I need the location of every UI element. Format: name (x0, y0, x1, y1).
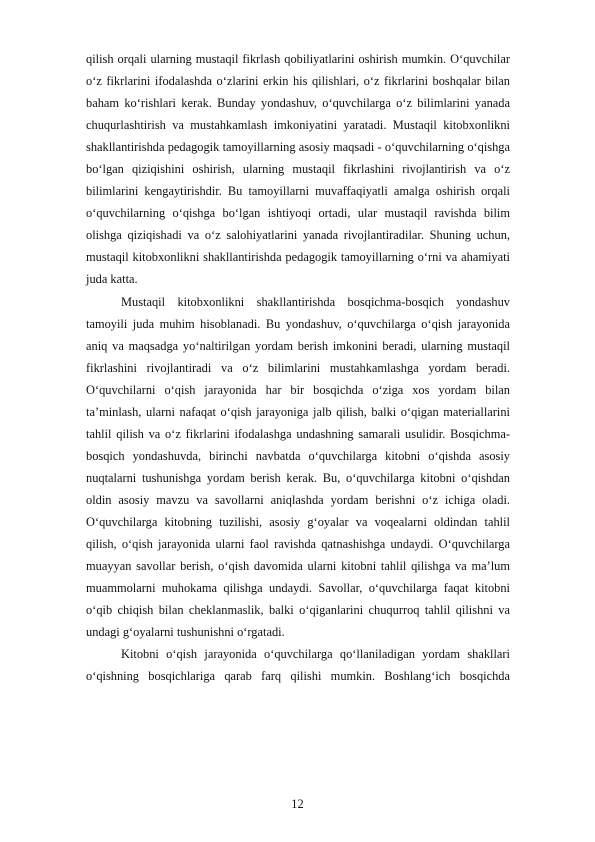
document-page (86, 48, 510, 687)
paragraph-2: Mustaqil kitobxonlikni shakllantirishda bosqichma-bosqich yondashuv tamoyili juda muhim hisoblanadi. Bu yondashuv, o‘quvchilarga o‘qish jarayonida aniq va maqsadga yo‘naltirilgan yordam berish imkonini beradi, ularning mustaqil fikrlashini rivojlantiradi va o‘z bilimlarini mustahkamlashga yordam beradi. O‘quvchilarni o‘qish jarayonida har bir bosqichda o‘ziga xos yordam bilan ta’minlash, ularni nafaqat o‘qish jarayoniga jalb qilish, balki o‘qigan materiallarini tahlil qilish va o‘z fikrlarini ifodalashga undashning samarali usulidir. Bosqichma-bosqich yondashuvda, birinchi navbatda o‘quvchilarga kitobni o‘qishda asosiy nuqtalarni tushunishga yordam berish kerak. Bu, o‘quvchilarga kitobni o‘qishdan oldin asosiy mavzu va savollarni aniqlashda yordam berishni o‘z ichiga oladi. O‘quvchilarga kitobning tuzilishi, asosiy g‘oyalar va voqealarni oldindan tahlil qilish, o‘qish jarayonida ularni faol ravishda qatnashishga undaydi. O‘quvchilarga muayyan savollar berish, o‘qish davomida ularni kitobni tahlil qilishga va ma’lum muammolarni muhokama qilishga undaydi. Savollar, o‘quvchilarga faqat kitobni o‘qib chiqish bilan cheklanmaslik, balki o‘qiganlarini chuqurroq tahlil qilishni va undagi g‘oyalarni tushunishni o‘rgatadi. (86, 294, 510, 640)
paragraph-3: Kitobni o‘qish jarayonida o‘quvchilarga qo‘llaniladigan yordam shakllari o‘qishning bosqichlariga qarab farq qilishi mumkin. Boshlang‘ich bosqichda (86, 647, 510, 684)
page-number: 12 (291, 797, 304, 811)
paragraph-1: qilish orqali ularning mustaqil fikrlash qobiliyatlarini oshirish mumkin. O‘quvchilar o‘z fikrlarini ifodalashda o‘zlarini erkin his qilishlari, o‘z fikrlarini boshqalar bilan baham ko‘rishlari kerak. Bunday yondashuv, o‘quvchilarga o‘z bilimlarini yanada chuqurlashtirish va mustahkamlash imkoniyatini yaratadi. Mustaqil kitobxonlikni shakllantirishda pedagogik tamoyillarning asosiy maqsadi - o‘quvchilarning o‘qishga bo‘lgan qiziqishini oshirish, ularning mustaqil fikrlashini rivojlantirish va o‘z bilimlarini kengaytirishdir. Bu tamoyillarni muvaffaqiyatli amalga oshirish orqali o‘quvchilarning o‘qishga bo‘lgan ishtiyoqi ortadi, ular mustaqil ravishda bilim olishga qiziqishadi va o‘z salohiyatlarini yanada rivojlantiradilar. Shuning uchun, mustaqil kitobxonlikni shakllantirishda pedagogik tamoyillarning o‘rni va ahamiyati juda katta. (86, 52, 510, 287)
